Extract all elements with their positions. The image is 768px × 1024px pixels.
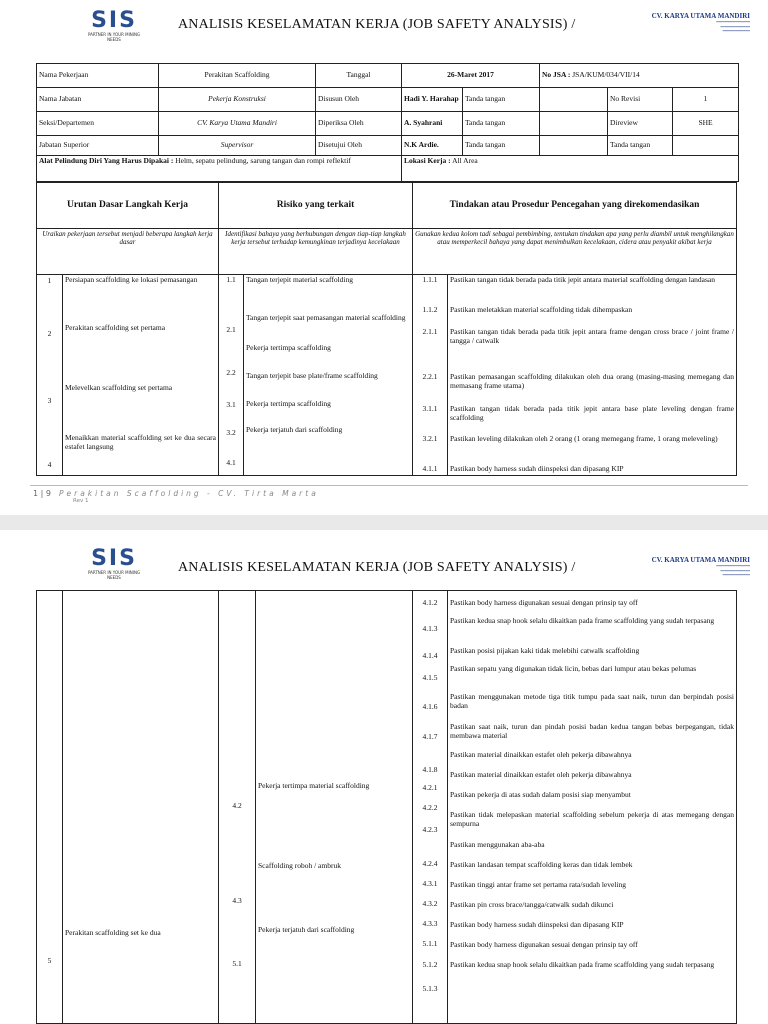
risk-text: Pekerja tertimpa scaffolding (246, 343, 331, 352)
logo-tagline: PARTNER IN YOUR MINING NEEDS (87, 570, 141, 580)
col-sub-steps: Uraikan pekerjaan tersebut menjadi beberapa langkah kerja dasar (37, 229, 219, 275)
action-no: 4.1.2 (422, 598, 438, 607)
diperiksa-value: A. Syahrani (402, 112, 463, 136)
action-text: Pastikan saat naik, turun dan pindah posisi badan kedua tangan bebas berpegangan, tidak membawa material (450, 722, 734, 740)
action-no: 4.1.6 (422, 702, 438, 711)
risk-text: Scaffolding roboh / ambruk (258, 861, 341, 870)
company-block (640, 556, 750, 578)
action-numbers (413, 591, 448, 1024)
col-header-steps: Urutan Dasar Langkah Kerja (37, 183, 219, 229)
spacer (221, 592, 253, 802)
action-text: Pastikan pekerja di atas sudah dalam posisi siap menyambut (450, 790, 631, 799)
lokasi-value: All Area (452, 156, 478, 165)
action-no: 4.1.5 (422, 673, 438, 682)
no-jsa-label: No JSA : (542, 70, 571, 80)
risk-text: Tangan terjepit base plate/frame scaffolding (246, 371, 378, 380)
action-no: 4.1.7 (422, 732, 438, 741)
page-2 (0, 530, 768, 1024)
action-text: Pastikan body harness sudah diinspeksi dan dipasang KIP (450, 920, 624, 929)
risk-texts (244, 275, 413, 476)
seksi-label: Seksi/Departemen (37, 112, 159, 136)
action-no: 3.1.1 (422, 404, 438, 413)
no-revisi-value: 1 (673, 88, 739, 112)
col-header-actions: Tindakan atau Prosedur Pencegahan yang direkomendasikan (413, 183, 737, 229)
document-title: ANALISIS KESELAMATAN KERJA (JOB SAFETY ANALYSIS) / (178, 17, 576, 32)
no-jsa (540, 64, 739, 88)
action-text: Pastikan landasan tempat scaffolding keras dan tidak lembek (450, 860, 633, 869)
action-text: Pastikan menggunakan metode tiga titik tumpu pada saat naik, turun dan berpindah posisi badan (450, 692, 734, 710)
action-text: Pastikan tangan tidak berada pada titik jepit antara frame dengan cross brace / joint frame / tangga / catwalk (450, 327, 735, 345)
step-text: Melevelkan scaffolding set pertama (65, 383, 173, 392)
risk-text: Pekerja terjatuh dari scaffolding (258, 925, 355, 934)
nama-pekerjaan-label: Nama Pekerjaan (37, 64, 159, 88)
risk-no: 4.3 (232, 896, 242, 905)
company-address-lines: ━━━━━━━━━━━━━━━━ ━━━━━━━━━━━━━━ ━━━━━━━━━━━━━ (716, 20, 750, 33)
action-no: 1.1.2 (422, 305, 438, 314)
col-sub-actions: Gunakan kedua kolom tadi sebagai pembimbing, tentukan tindakan apa yang perlu diambil untuk menghilangkan atau memperkecil bahaya yang dapat menimbulkan kecelakaan, cidera atau penyakit akibat kerja (413, 229, 737, 275)
tanggal-label: Tanggal (316, 64, 402, 88)
jabatan-superior-label: Jabatan Superior (37, 136, 159, 156)
logo-tagline: PARTNER IN YOUR MINING NEEDS (87, 32, 141, 42)
page-number: 1 | 9 (33, 489, 51, 498)
action-text: Pastikan material dinaikkan estafet oleh pekerja dibawahnya (450, 770, 632, 779)
action-text: Pastikan menggunakan aba-aba (450, 840, 545, 849)
tanda-tangan-1: Tanda tangan (463, 88, 540, 112)
risk-text: Pekerja terjatuh dari scaffolding (246, 425, 343, 434)
action-no: 5.1.1 (422, 939, 438, 948)
direview-value: SHE (673, 112, 739, 136)
risk-no: 4.2 (232, 801, 242, 810)
action-text: Pastikan body harness sudah diinspeksi dan dipasang KIP (450, 464, 624, 473)
nama-jabatan-label: Nama Jabatan (37, 88, 159, 112)
apd-label: Alat Pelindung Diri Yang Harus Dipakai : (39, 156, 174, 165)
risk-no: 3.1 (226, 400, 236, 409)
action-text: Pastikan body harness digunakan sesuai dengan prinsip tay off (450, 598, 638, 607)
page-footer (33, 489, 319, 504)
action-no: 4.1.3 (422, 624, 438, 633)
step-no: 2 (47, 329, 52, 338)
sis-logo (84, 548, 144, 582)
step-numbers (37, 275, 63, 476)
risk-no: 1.1 (226, 275, 236, 284)
risk-text: Pekerja tertimpa scaffolding (246, 399, 331, 408)
step-no: 3 (47, 396, 52, 405)
step-no: 4 (47, 460, 52, 469)
tanda-tangan-4: Tanda tangan (608, 136, 673, 156)
jabatan-superior-value: Supervisor (159, 136, 316, 156)
action-no: 2.2.1 (422, 372, 438, 381)
action-text: Pastikan pin cross brace/tangga/catwalk sudah dikunci (450, 900, 614, 909)
action-no: 4.3.1 (422, 879, 438, 888)
step-text: Perakitan scaffolding set pertama (65, 323, 166, 332)
tanda-tangan-3: Tanda tangan (463, 136, 540, 156)
action-no: 4.2.4 (422, 859, 438, 868)
step-text: Menaikkan material scaffolding set ke dua secara estafet langsung (65, 433, 216, 451)
seksi-value: CV. Karya Utama Mandiri (159, 112, 316, 136)
logo-text: SIS (91, 8, 137, 33)
tanda-tangan-2: Tanda tangan (463, 112, 540, 136)
action-no: 4.1.8 (422, 765, 438, 774)
company-address-lines: ━━━━━━━━━━━━━━━━ ━━━━━━━━━━━━━━ ━━━━━━━━━━━━━ (716, 564, 750, 577)
action-no: 4.3.2 (422, 899, 438, 908)
action-text: Pastikan kedua snap hook selalu dikaitkan pada frame scaffolding yang sudah terpasang (450, 616, 715, 625)
action-text: Pastikan pemasangan scaffolding dilakukan oleh dua orang (masing-masing memegang dan memasang frame utama) (450, 372, 735, 390)
footer-text: Perakitan Scaffolding - CV. Tirta Marta (58, 489, 319, 498)
risk-no: 5.1 (232, 959, 242, 968)
disusun-value: Hadi Y. Harahap (402, 88, 463, 112)
risk-text: Pekerja tertimpa material scaffolding (258, 781, 370, 790)
action-text: Pastikan meletakkan material scaffolding tidak dihempaskan (450, 305, 633, 314)
action-texts (448, 275, 737, 476)
risk-no: 2.2 (226, 368, 236, 377)
sis-logo (84, 10, 144, 44)
action-no: 4.1.4 (422, 651, 438, 660)
action-text: Pastikan posisi pijakan kaki tidak melebihi catwalk scaffolding (450, 646, 640, 655)
action-text: Pastikan tinggi antar frame set pertama rata/sudah leveling (450, 880, 626, 889)
action-text: Pastikan leveling dilakukan oleh 2 orang (1 orang memegang frame, 1 orang meleveling) (450, 434, 718, 443)
lokasi-cell (402, 156, 739, 182)
footer-rule (30, 485, 748, 486)
logo-text: SIS (91, 546, 137, 571)
step-texts (63, 275, 219, 476)
spacer (258, 592, 410, 782)
action-no: 4.3.3 (422, 919, 438, 928)
risk-no: 3.2 (226, 428, 236, 437)
risk-text: Tangan terjepit saat pemasangan material scaffolding (246, 313, 406, 322)
disusun-label: Disusun Oleh (316, 88, 402, 112)
action-no: 2.1.1 (422, 327, 438, 336)
step-text: Persiapan scaffolding ke lokasi pemasangan (65, 275, 198, 284)
action-texts (448, 591, 737, 1024)
spacer (540, 112, 608, 136)
action-no: 5.1.2 (422, 960, 438, 969)
action-no: 4.2.1 (422, 783, 438, 792)
action-text: Pastikan material dinaikkan estafet oleh pekerja dibawahnya (450, 750, 632, 759)
direview-label: Direview (608, 112, 673, 136)
document-title: ANALISIS KESELAMATAN KERJA (JOB SAFETY ANALYSIS) / (178, 560, 576, 575)
action-no: 5.1.3 (422, 984, 438, 993)
company-name: CV. KARYA UTAMA MANDIRI (651, 12, 750, 20)
action-no: 3.2.1 (422, 434, 438, 443)
disetujui-label: Disetujui Oleh (316, 136, 402, 156)
risk-no: 2.1 (226, 325, 236, 334)
no-jsa-value: JSA/KUM/034/VII/14 (572, 70, 640, 80)
action-no: 4.2.2 (422, 803, 438, 812)
risk-numbers (219, 591, 256, 1024)
risk-no: 4.1 (226, 458, 236, 467)
spacer (673, 136, 739, 156)
disetujui-value: N.K Ardie. (402, 136, 463, 156)
spacer (540, 88, 608, 112)
footer-rev: Rev 1 (73, 498, 89, 504)
action-text: Pastikan kedua snap hook selalu dikaitkan pada frame scaffolding yang sudah terpasang (450, 960, 715, 969)
action-numbers (413, 275, 448, 476)
step-text-5: Perakitan scaffolding set ke dua (63, 591, 219, 1024)
apd-value: Helm, sepatu pelindung, sarung tangan dan rompi reflektif (175, 156, 351, 165)
action-text: Pastikan body harness digunakan sesuai dengan prinsip tay off (450, 940, 638, 949)
no-revisi-label: No Revisi (608, 88, 673, 112)
apd-cell (37, 156, 402, 182)
action-text: Pastikan tangan tidak berada pada titik jepit antara base plate leveling dengan frame scaffolding (450, 404, 735, 422)
step-no: 1 (47, 276, 52, 285)
col-header-risks: Risiko yang terkait (219, 183, 413, 229)
risk-numbers (219, 275, 244, 476)
company-name: CV. KARYA UTAMA MANDIRI (651, 556, 750, 564)
action-no: 4.1.1 (422, 464, 438, 473)
lokasi-label: Lokasi Kerja : (404, 156, 451, 165)
col-sub-risks: Identifikasi bahaya yang berhubungan dengan tiap-tiap langkah kerja tersebut terhadap kemungkinan terjadinya kecelakaan (219, 229, 413, 275)
tanggal-value: 26-Maret 2017 (402, 64, 540, 88)
action-text: Pastikan tangan tidak berada pada titik jepit antara material scaffolding dengan landasan (450, 275, 715, 284)
action-text: Pastikan sepatu yang digunakan tidak licin, bebas dari lumpur atau bekas pelumas (450, 664, 697, 673)
nama-pekerjaan-value: Perakitan Scaffolding (159, 64, 316, 88)
info-table (36, 63, 739, 182)
page-separator (0, 515, 768, 530)
company-block (640, 12, 750, 34)
step-number-5: 5 (37, 591, 63, 1024)
spacer (540, 136, 608, 156)
diperiksa-label: Diperiksa Oleh (316, 112, 402, 136)
action-no: 4.2.3 (422, 825, 438, 834)
nama-jabatan-value: Pekerja Konstruksi (159, 88, 316, 112)
risk-texts (256, 591, 413, 1024)
action-text: Pastikan tidak melepaskan material scaffolding sebelum pekerja di atas memegang dengan sempurna (450, 810, 734, 828)
jsa-main-table (36, 182, 737, 476)
jsa-continuation-table (36, 590, 737, 1024)
risk-text: Tangan terjepit material scaffolding (246, 275, 354, 284)
action-no: 1.1.1 (422, 275, 438, 284)
